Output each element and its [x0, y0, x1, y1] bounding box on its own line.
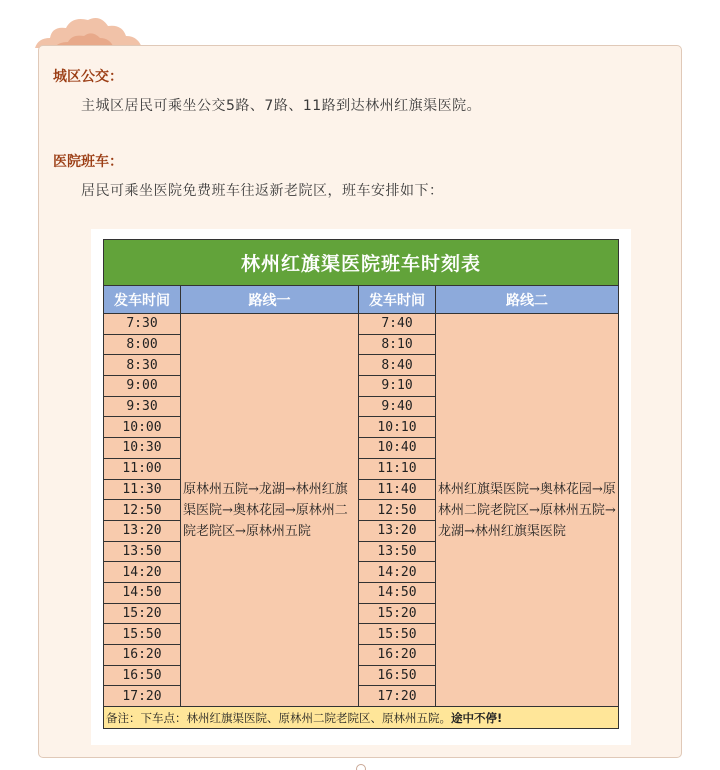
route2-time-cell: 17:20: [359, 686, 436, 707]
route2-time-cell: 8:10: [359, 334, 436, 355]
route2-time-cell: 14:20: [359, 562, 436, 583]
route1-time-cell: 14:20: [104, 562, 181, 583]
cloud-decoration-icon: [30, 10, 150, 50]
route1-time-cell: 8:30: [104, 355, 181, 376]
route2-time-cell: 15:20: [359, 603, 436, 624]
scroll-indicator: [356, 764, 366, 770]
section-title-bus: 城区公交：: [53, 69, 123, 85]
route1-time-cell: 10:00: [104, 417, 181, 438]
route2-time-cell: 14:50: [359, 582, 436, 603]
route1-time-cell: 7:30: [104, 314, 181, 335]
header-departure-1: 发车时间: [104, 286, 181, 314]
route1-description: 原林州五院→龙湖→林州红旗渠医院→奥林花园→原林州二院老院区→原林州五院: [181, 314, 359, 707]
route2-time-cell: 11:10: [359, 458, 436, 479]
content-card: [38, 45, 682, 758]
route2-time-cell: 10:40: [359, 438, 436, 459]
note-row: [104, 707, 619, 729]
timetable-title: 林州红旗渠医院班车时刻表: [104, 240, 619, 286]
route2-time-cell: 15:50: [359, 624, 436, 645]
route1-time-cell: 14:50: [104, 582, 181, 603]
route2-time-cell: 9:40: [359, 396, 436, 417]
note-text: 备注：下车点：林州红旗渠医院、原林州二院老院区、原林州五院。: [106, 710, 451, 725]
route1-time-cell: 8:00: [104, 334, 181, 355]
route1-time-cell: 15:20: [104, 603, 181, 624]
route2-time-cell: 16:50: [359, 665, 436, 686]
route1-time-cell: 12:50: [104, 500, 181, 521]
route1-time-cell: 11:30: [104, 479, 181, 500]
section-text-bus: 主城区居民可乘坐公交5路、7路、11路到达林州红旗渠医院。: [81, 98, 482, 114]
header-departure-2: 发车时间: [359, 286, 436, 314]
route2-time-cell: 8:40: [359, 355, 436, 376]
timetable-table: [103, 239, 619, 729]
route1-time-cell: 16:50: [104, 665, 181, 686]
section-text-shuttle: 居民可乘坐医院免费班车往返新老院区，班车安排如下：: [81, 183, 444, 199]
route1-time-cell: 17:20: [104, 686, 181, 707]
route2-time-cell: 9:10: [359, 376, 436, 397]
header-route-2: 路线二: [436, 286, 619, 314]
route2-time-cell: 11:40: [359, 479, 436, 500]
header-route-1: 路线一: [181, 286, 359, 314]
section-title-shuttle: 医院班车：: [53, 154, 123, 170]
route2-time-cell: 12:50: [359, 500, 436, 521]
route1-time-cell: 15:50: [104, 624, 181, 645]
route1-time-cell: 9:30: [104, 396, 181, 417]
route1-time-cell: 10:30: [104, 438, 181, 459]
table-row: [104, 314, 619, 335]
route1-time-cell: 9:00: [104, 376, 181, 397]
timetable-note: [104, 707, 619, 729]
route2-time-cell: 13:20: [359, 520, 436, 541]
route1-time-cell: 13:50: [104, 541, 181, 562]
route2-description: 林州红旗渠医院→奥林花园→原林州二院老院区→原林州五院→龙湖→林州红旗渠医院: [436, 314, 619, 707]
note-emphasis: 途中不停!: [451, 710, 503, 725]
route1-time-cell: 11:00: [104, 458, 181, 479]
route2-time-cell: 10:10: [359, 417, 436, 438]
route1-time-cell: 16:20: [104, 645, 181, 666]
route1-time-cell: 13:20: [104, 520, 181, 541]
route2-time-cell: 13:50: [359, 541, 436, 562]
route2-time-cell: 7:40: [359, 314, 436, 335]
route2-time-cell: 16:20: [359, 645, 436, 666]
